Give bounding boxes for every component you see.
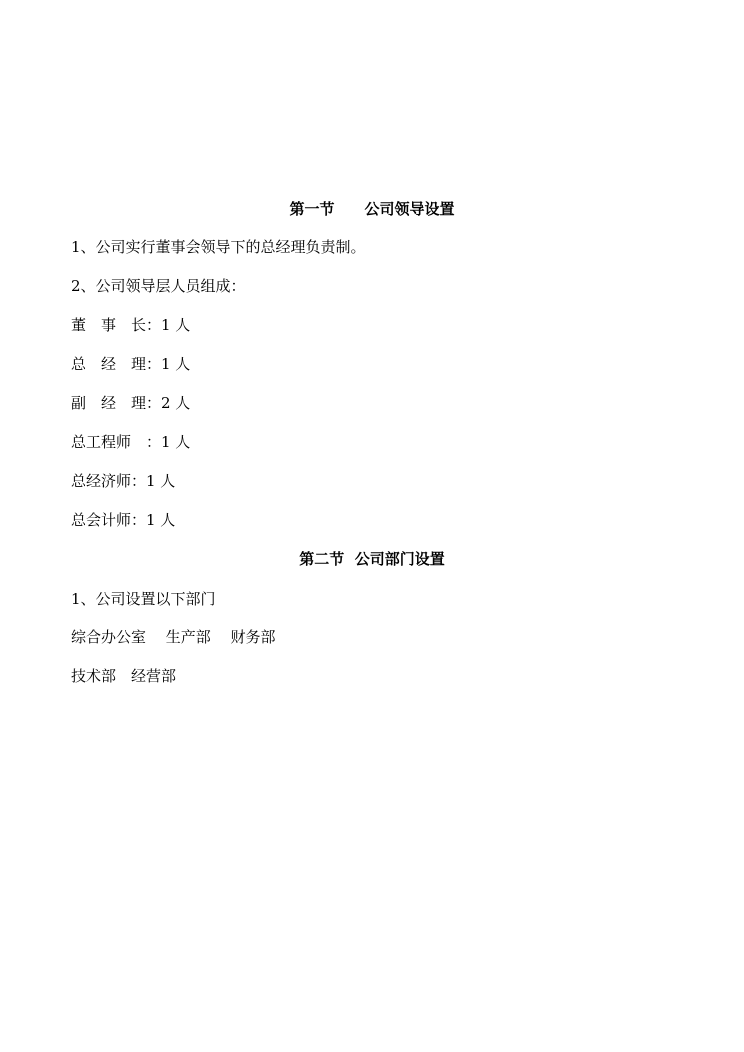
section-1-item-2: 2、公司领导层人员组成：	[71, 277, 246, 295]
departments-row-2: 技术部 经营部	[71, 667, 177, 685]
role-chief-accountant: 总会计师：1 人	[71, 511, 176, 529]
role-chairman: 董 事 长：1 人	[71, 316, 191, 334]
role-deputy-manager: 副 经 理：2 人	[71, 394, 191, 412]
section-2-item-1: 1、公司设置以下部门	[71, 590, 216, 608]
section-1-item-1: 1、公司实行董事会领导下的总经理负责制。	[71, 238, 366, 256]
role-chief-economist: 总经济师：1 人	[71, 472, 176, 490]
departments-row-1: 综合办公室 生产部 财务部	[71, 628, 276, 646]
role-chief-engineer: 总工程师 ：1 人	[71, 433, 191, 451]
section-2-heading: 第二节 公司部门设置	[299, 550, 445, 568]
role-general-manager: 总 经 理：1 人	[71, 355, 191, 373]
section-1-heading: 第一节 公司领导设置	[289, 200, 455, 218]
